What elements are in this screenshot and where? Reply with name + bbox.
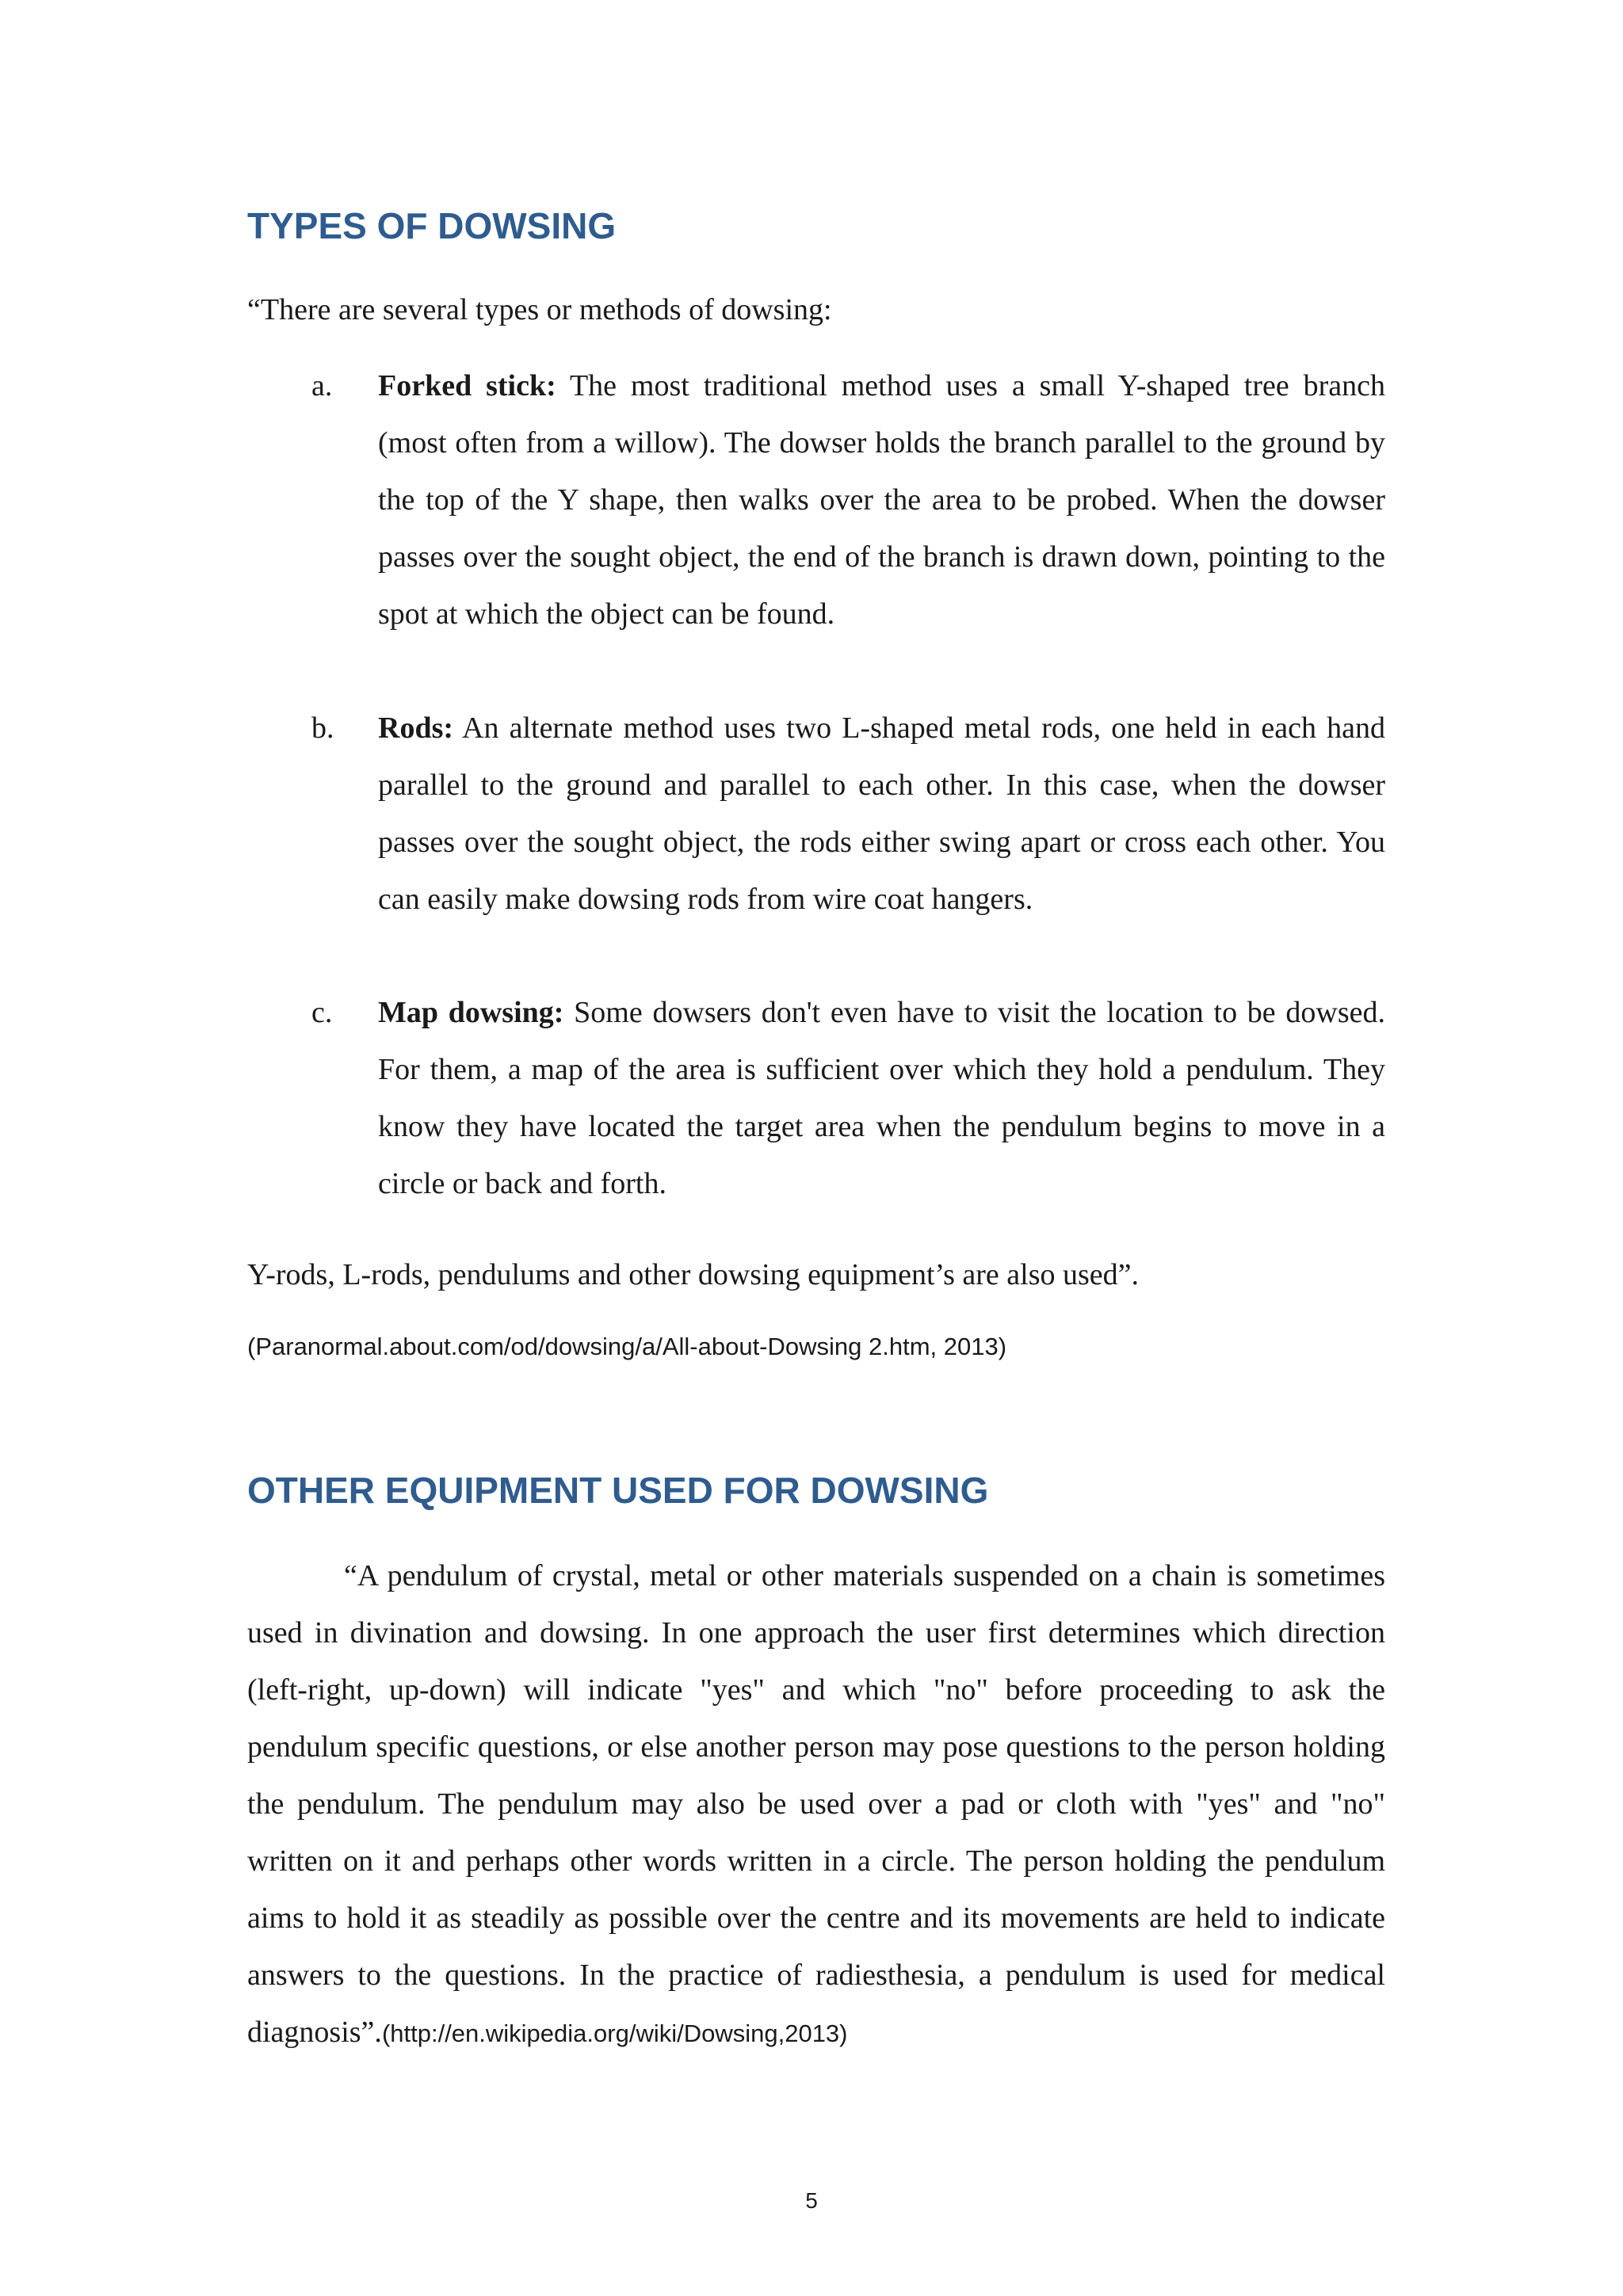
citation-wikipedia: (http://en.wikipedia.org/wiki/Dowsing,2013) (381, 2019, 848, 2047)
intro-paragraph: “There are several types or methods of dowsing: (247, 293, 832, 326)
pendulum-paragraph-text: “A pendulum of crystal, metal or other materials suspended on a chain is sometimes used in divination and dowsing. In one approach the user first determines which direction (left-right, up-down) will indicate "yes" and which "no" before proceeding to ask the pendulum specific questions, or else another person may pose questions to the person holding the pendulum. The pendulum may also be used over a pad or cloth with "yes" and "no" written on it and perhaps other words written in a circle. The person holding the pendulum aims to hold it as steadily as possible over the centre and its movements are held to indicate answers to the questions. In the practice of radiesthesia, a pendulum is used for medical diagnosis”. (247, 1559, 1385, 2049)
list-marker: c. (311, 996, 333, 1029)
citation-paranormal: (Paranormal.about.com/od/dowsing/a/All-about-Dowsing 2.htm, 2013) (247, 1333, 1007, 1360)
pendulum-paragraph (247, 1547, 1385, 2062)
list-item-body (378, 357, 1385, 643)
section-heading-other-equipment: OTHER EQUIPMENT USED FOR DOWSING (247, 1470, 989, 1511)
section-heading-types-of-dowsing: TYPES OF DOWSING (247, 205, 617, 246)
list-item-text: The most traditional method uses a small Y-shaped tree branch (most often from a willow). The dowser holds the branch parallel to the ground by the top of the Y shape, then walks over the area to be probed. When the dowser passes over the sought object, the end of the branch is drawn down, pointing to the spot at which the object can be found. (378, 369, 1385, 631)
list-item-term: Rods: (378, 711, 454, 745)
list-item-text: Some dowsers don't even have to visit the location to be dowsed. For them, a map of the area is sufficient over which they hold a pendulum. They know they have located the target area when the pendulum begins to move in a circle or back and forth. (378, 996, 1385, 1200)
list-item-term: Forked stick: (378, 369, 556, 402)
list-marker: b. (311, 711, 334, 745)
list-marker: a. (311, 369, 333, 402)
list-item-body (378, 984, 1385, 1212)
page-number: 5 (805, 2188, 818, 2213)
list-item-term: Map dowsing: (378, 996, 564, 1029)
closing-paragraph: Y-rods, L-rods, pendulums and other dowsing equipment’s are also used”. (247, 1258, 1140, 1291)
list-item-body (378, 700, 1385, 928)
list-item-text: An alternate method uses two L-shaped metal rods, one held in each hand parallel to the ground and parallel to each other. In this case, when the dowser passes over the sought object, the rods either swing apart or cross each other. You can easily make dowsing rods from wire coat hangers. (378, 711, 1385, 916)
